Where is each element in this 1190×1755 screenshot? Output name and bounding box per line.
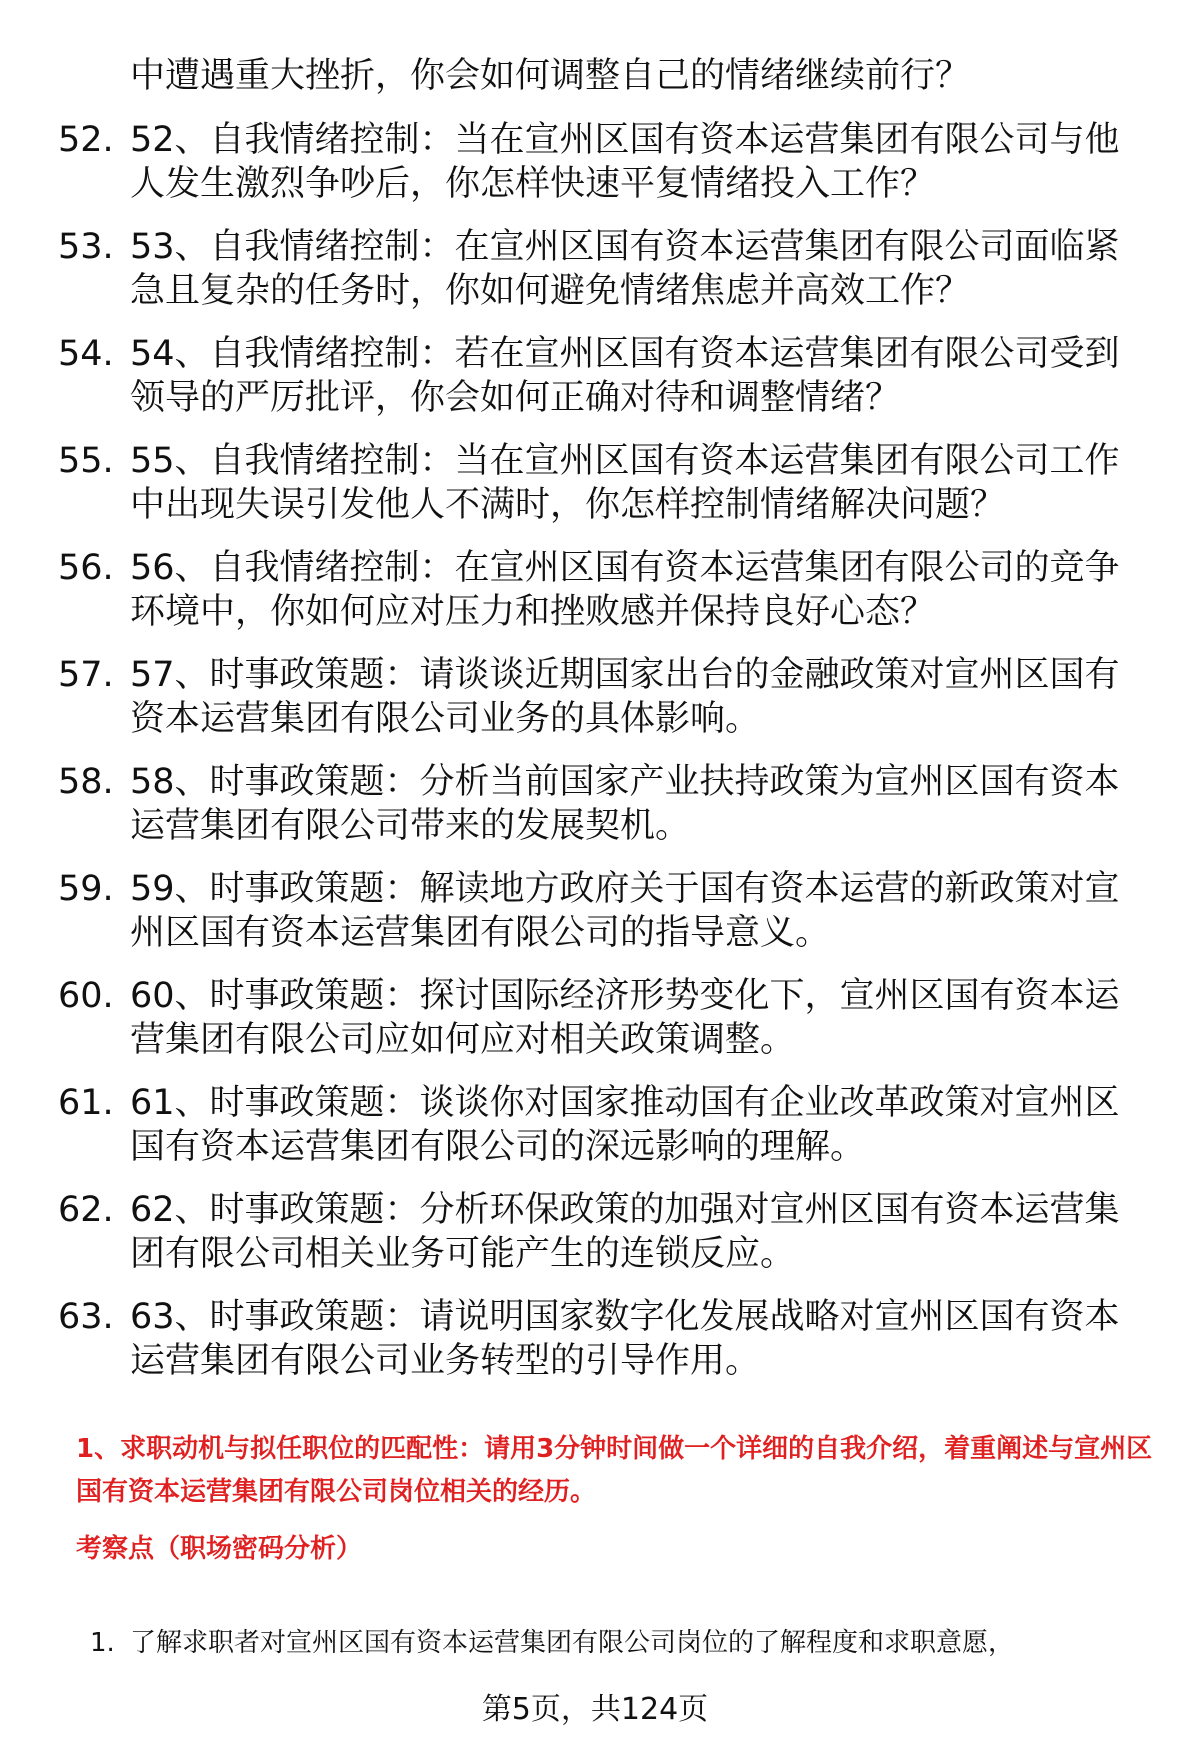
list-item-text: 62、时事政策题：分析环保政策的加强对宣州区国有资本运营集团有限公司相关业务可能产生的连锁反应。 (130, 1190, 1120, 1274)
list-item-number: 56. (58, 548, 114, 588)
list-item (58, 1188, 1158, 1276)
list-item-number: 58. (58, 762, 114, 802)
list-item (58, 1081, 1158, 1169)
list-item-number: 60. (58, 976, 114, 1016)
list-item (58, 439, 1158, 527)
list-item (90, 1625, 1170, 1661)
list-item (58, 1295, 1158, 1383)
highlight-question: 1、求职动机与拟任职位的匹配性：请用3分钟时间做一个详细的自我介绍，着重阐述与宣州区国有资本运营集团有限公司岗位相关的经历。 (76, 1434, 1153, 1507)
list-item (58, 760, 1158, 848)
sub-point-text: 了解求职者对宣州区国有资本运营集团有限公司岗位的了解程度和求职意愿， (130, 1628, 1015, 1658)
page-footer: 第5页，共124页 (481, 1692, 709, 1727)
list-item (58, 118, 1158, 206)
list-item-number: 54. (58, 334, 114, 374)
list-item (58, 546, 1158, 634)
list-item-text: 55、自我情绪控制：当在宣州区国有资本运营集团有限公司工作中出现失误引发他人不满时，你怎样控制情绪解决问题？ (130, 441, 1120, 525)
list-item-number: 61. (58, 1083, 114, 1123)
list-item-text: 56、自我情绪控制：在宣州区国有资本运营集团有限公司的竞争环境中，你如何应对压力和挫败感并保持良好心态？ (130, 548, 1120, 632)
list-item-number: 62. (58, 1190, 114, 1230)
list-item-text: 59、时事政策题：解读地方政府关于国有资本运营的新政策对宣州区国有资本运营集团有限公司的指导意义。 (130, 869, 1120, 953)
list-item (58, 332, 1158, 420)
list-item-number: 57. (58, 655, 114, 695)
list-item-number: 63. (58, 1297, 114, 1337)
continuation-text: 中遭遇重大挫折，你会如何调整自己的情绪继续前行？ (130, 56, 971, 96)
list-item-text: 53、自我情绪控制：在宣州区国有资本运营集团有限公司面临紧急且复杂的任务时，你如何避免情绪焦虑并高效工作？ (130, 227, 1120, 311)
sub-point-list (90, 1625, 1170, 1661)
list-item-number: 59. (58, 869, 114, 909)
list-item-text: 63、时事政策题：请说明国家数字化发展战略对宣州区国有资本运营集团有限公司业务转型的引导作用。 (130, 1297, 1120, 1381)
question-list (58, 118, 1158, 1402)
list-item-number: 53. (58, 227, 114, 267)
sub-point-number: 1. (90, 1628, 115, 1658)
list-item (58, 974, 1158, 1062)
list-item-text: 52、自我情绪控制：当在宣州区国有资本运营集团有限公司与他人发生激烈争吵后，你怎样快速平复情绪投入工作？ (130, 120, 1120, 204)
list-item-text: 61、时事政策题：谈谈你对国家推动国有企业改革政策对宣州区国有资本运营集团有限公司的深远影响的理解。 (130, 1083, 1120, 1167)
list-item-text: 57、时事政策题：请谈谈近期国家出台的金融政策对宣州区国有资本运营集团有限公司业务的具体影响。 (130, 655, 1120, 739)
list-item (58, 653, 1158, 741)
list-item-text: 58、时事政策题：分析当前国家产业扶持政策为宣州区国有资本运营集团有限公司带来的发展契机。 (130, 762, 1120, 846)
list-item (58, 225, 1158, 313)
list-item-number: 55. (58, 441, 114, 481)
list-item (58, 867, 1158, 955)
list-item-number: 52. (58, 120, 114, 160)
kaocha-heading: 考察点（职场密码分析） (76, 1534, 363, 1564)
list-item-text: 60、时事政策题：探讨国际经济形势变化下，宣州区国有资本运营集团有限公司应如何应对相关政策调整。 (130, 976, 1120, 1060)
list-item-text: 54、自我情绪控制：若在宣州区国有资本运营集团有限公司受到领导的严厉批评，你会如何正确对待和调整情绪？ (130, 334, 1120, 418)
